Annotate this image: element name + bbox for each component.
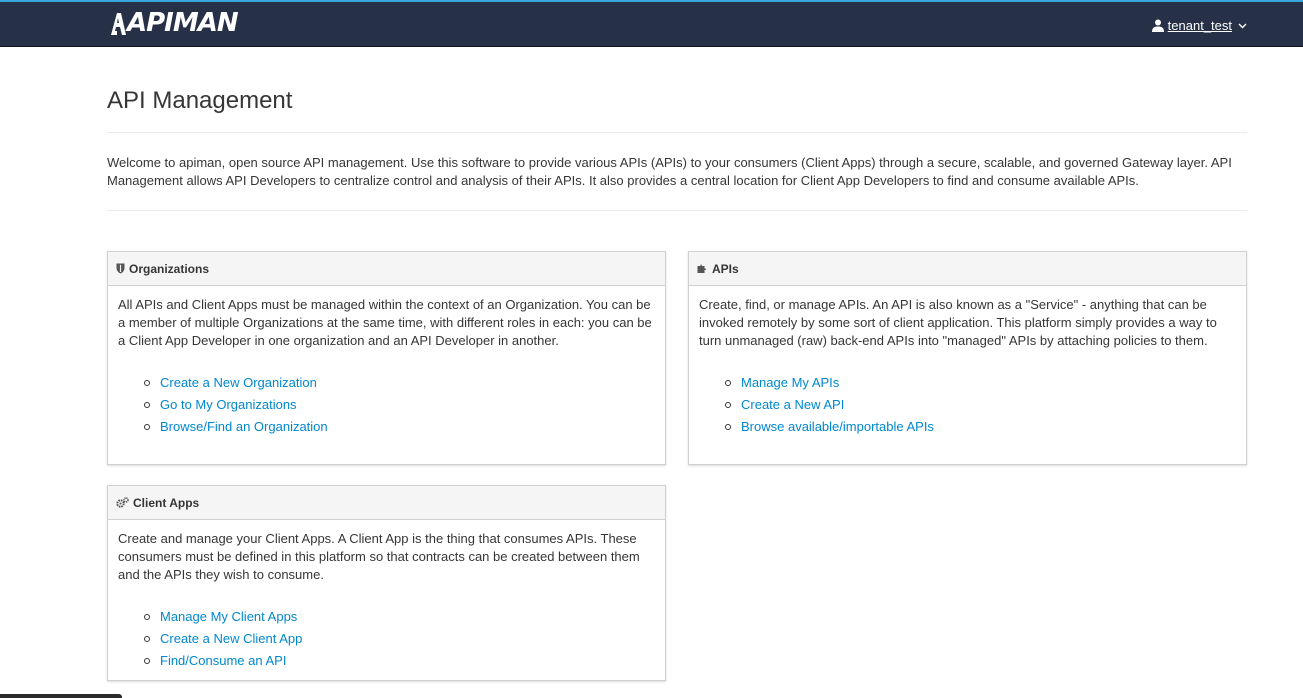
- list-item: [160, 606, 655, 628]
- panel-description: Create and manage your Client Apps. A Client App is the thing that consumes APIs. These consumers must be defined in this platform so that contracts can be created between them and the APIs they wish to consume.: [118, 531, 640, 582]
- create-client-app-link[interactable]: Create a New Client App: [160, 631, 303, 646]
- panel-description: All APIs and Client Apps must be managed within the context of an Organization. You can be a member of multiple Organizations at the same time, with different roles in each: you can be a Client App Developer in one organization and an API Developer in another.: [118, 297, 652, 348]
- logo-text: APIMAN: [127, 8, 238, 38]
- panel-title: Client Apps: [133, 495, 200, 510]
- user-menu[interactable]: [1152, 18, 1247, 33]
- link-list: [118, 372, 655, 438]
- bottom-bar-edge: [0, 694, 122, 698]
- chevron-down-icon: [1238, 21, 1247, 30]
- panel-description: Create, find, or manage APIs. An API is also known as a "Service" - anything that can be invoked remotely by some sort of client application. This platform simply provides a way to turn unmanaged (raw) back-end APIs into "managed" APIs by attaching policies to them.: [699, 297, 1217, 348]
- top-navbar: [0, 0, 1303, 47]
- shield-icon: [116, 263, 125, 274]
- panel-body: [108, 520, 665, 672]
- list-item: [160, 650, 655, 672]
- create-organization-link[interactable]: Create a New Organization: [160, 375, 317, 390]
- gears-icon: [116, 497, 129, 508]
- divider: [107, 132, 1247, 133]
- manage-client-apps-link[interactable]: Manage My Client Apps: [160, 609, 298, 624]
- link-list: [699, 372, 1236, 438]
- create-api-link[interactable]: Create a New API: [741, 397, 845, 412]
- consume-api-link[interactable]: Find/Consume an API: [160, 653, 287, 668]
- page-title: API Management: [107, 87, 293, 114]
- panel-heading: [108, 486, 665, 520]
- username-label: tenant_test: [1167, 18, 1232, 33]
- panel-heading: [108, 252, 665, 286]
- list-item: [160, 394, 655, 416]
- list-item: [741, 416, 1236, 438]
- browse-apis-link[interactable]: Browse available/importable APIs: [741, 419, 934, 434]
- panel-body: [689, 286, 1246, 438]
- client-apps-panel: [107, 485, 666, 681]
- browse-organization-link[interactable]: Browse/Find an Organization: [160, 419, 328, 434]
- panel-title: Organizations: [129, 261, 210, 276]
- panel-heading: [689, 252, 1246, 286]
- apis-panel: [688, 251, 1247, 465]
- list-item: [160, 628, 655, 650]
- intro-text: Welcome to apiman, open source API management. Use this software to provide various APIs (APIs) to your consumers (Client Apps) through a secure, scalable, and governed Gateway layer. API Management allows API Developers to centralize control and analysis of their APIs. It also provides a central location for Client App Developers to find and consume available APIs.: [107, 155, 1232, 188]
- list-item: [741, 394, 1236, 416]
- apiman-logo-icon: [108, 11, 126, 35]
- organizations-panel: [107, 251, 666, 465]
- panel-title: APIs: [712, 261, 739, 276]
- apiman-logo[interactable]: [108, 8, 238, 38]
- user-icon: [1152, 19, 1164, 32]
- list-item: [741, 372, 1236, 394]
- link-list: [118, 606, 655, 672]
- puzzle-icon: [697, 263, 708, 274]
- panel-body: [108, 286, 665, 438]
- my-organizations-link[interactable]: Go to My Organizations: [160, 397, 297, 412]
- list-item: [160, 416, 655, 438]
- manage-apis-link[interactable]: Manage My APIs: [741, 375, 840, 390]
- divider: [107, 210, 1247, 211]
- list-item: [160, 372, 655, 394]
